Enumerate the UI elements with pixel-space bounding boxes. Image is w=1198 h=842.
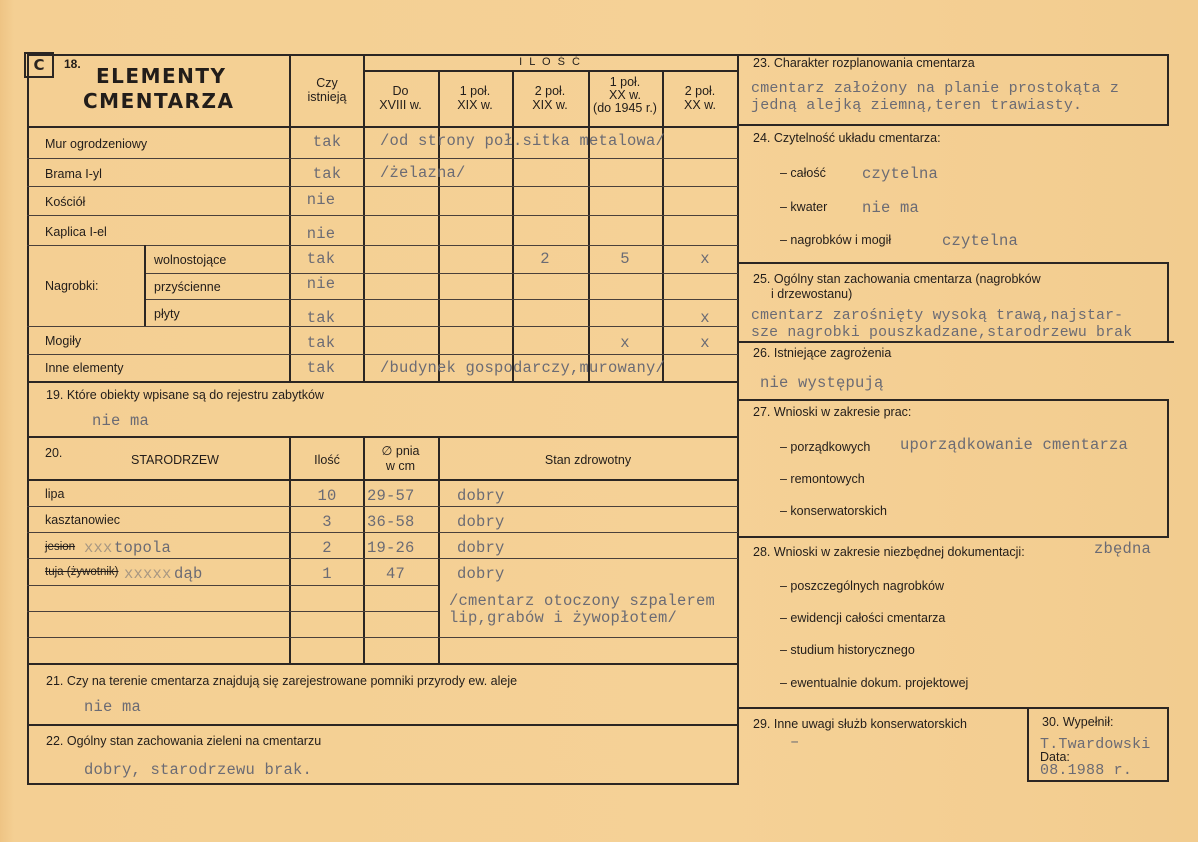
row-line bbox=[27, 245, 738, 246]
row-note: /od strony poł.sitka metalowa/ bbox=[380, 132, 666, 150]
header-period-2: 1 poł. XIX w. bbox=[457, 84, 493, 112]
q23-label: 23. Charakter rozplanowania cmentarza bbox=[753, 56, 975, 70]
q24-item-value: czytelna bbox=[862, 165, 939, 183]
tree-diam: 19-26 bbox=[367, 539, 415, 557]
q24-item-label: – nagrobków i mogił bbox=[780, 233, 892, 247]
q27-item-label: – konserwatorskich bbox=[780, 504, 887, 518]
col-line-p1 bbox=[438, 70, 440, 382]
row-exists: nie bbox=[306, 225, 336, 243]
row-line bbox=[27, 326, 738, 327]
tree-health: dobry bbox=[457, 513, 505, 531]
q28-item: – ewidencji całości cmentarza bbox=[780, 611, 946, 625]
tree-name-struck: jesion bbox=[45, 541, 76, 553]
q28-item: – ewentualnie dokum. projektowej bbox=[780, 676, 969, 690]
row-label: przyścienne bbox=[154, 280, 221, 294]
row-value: 5 bbox=[620, 250, 630, 268]
row-line bbox=[27, 215, 738, 216]
tree-name-overtype: xxxxx bbox=[124, 565, 172, 583]
row-note: /budynek gospodarczy,murowany/ bbox=[380, 359, 666, 377]
header-exists: Czy istnieją bbox=[307, 76, 347, 104]
q19-answer: nie ma bbox=[92, 412, 150, 430]
section-number-20: 20. bbox=[45, 446, 63, 460]
row-exists: nie bbox=[306, 191, 336, 209]
q30-name: T.Twardowski bbox=[1040, 736, 1151, 753]
row-exists: tak bbox=[306, 359, 336, 377]
row-note: /żelazna/ bbox=[380, 164, 466, 182]
trees-header-diam: ∅ pnia w cm bbox=[381, 444, 420, 473]
section-line-24 bbox=[737, 124, 1169, 126]
row-label: Kościół bbox=[45, 195, 86, 209]
q24-item-label: – całość bbox=[780, 166, 826, 180]
tree-header-line bbox=[27, 479, 738, 481]
q30-bottom-line bbox=[1027, 780, 1169, 782]
q19-label: 19. Które obiekty wpisane są do rejestru zabytków bbox=[46, 388, 324, 402]
q27-label: 27. Wnioski w zakresie prac: bbox=[753, 405, 912, 419]
tree-qty: 2 bbox=[322, 539, 332, 557]
tree-row-line bbox=[27, 637, 738, 638]
qty-header-line bbox=[363, 70, 738, 72]
right-edge-line bbox=[1167, 262, 1169, 342]
frame-left-line bbox=[27, 54, 29, 784]
q23-line-1: cmentarz założony na planie prostokąta z bbox=[751, 80, 1120, 97]
section-number-18: 18. bbox=[64, 57, 81, 71]
header-bottom-line bbox=[27, 126, 738, 128]
row-label: Inne elementy bbox=[45, 361, 124, 375]
row-line bbox=[27, 186, 738, 187]
q24-label: 24. Czytelność układu cmentarza: bbox=[753, 131, 941, 145]
right-edge-line bbox=[1167, 399, 1169, 537]
q21-answer: nie ma bbox=[84, 698, 142, 716]
row-exists: nie bbox=[306, 275, 336, 293]
tree-diam: 47 bbox=[386, 565, 406, 583]
q24-item-value: nie ma bbox=[862, 199, 920, 217]
title-line-1: ELEMENTY bbox=[96, 64, 227, 88]
tree-name-overtype: xxx bbox=[84, 539, 113, 557]
section-line-22 bbox=[27, 724, 738, 726]
row-exists: tak bbox=[312, 133, 342, 151]
section-line-20 bbox=[27, 436, 738, 438]
row-label: Brama I-yl bbox=[45, 167, 102, 181]
row-value: x bbox=[700, 334, 710, 352]
section-line-25 bbox=[737, 262, 1169, 264]
row-label: Mogiły bbox=[45, 334, 82, 348]
q30-label: 30. Wypełnił: bbox=[1042, 715, 1114, 729]
row-value: x bbox=[620, 334, 630, 352]
row-exists: tak bbox=[306, 334, 336, 352]
section-line-27 bbox=[737, 399, 1169, 401]
tree-name: kasztanowiec bbox=[45, 513, 121, 527]
trees-header-name: STARODRZEW bbox=[131, 453, 219, 467]
q26-label: 26. Istniejące zagrożenia bbox=[753, 346, 892, 360]
header-quantity: I L O Ś Ć bbox=[519, 56, 582, 68]
col-line-p2 bbox=[512, 70, 514, 382]
right-edge-line bbox=[1167, 54, 1169, 126]
q29-label: 29. Inne uwagi służb konserwatorskich bbox=[753, 717, 968, 731]
q28-answer: zbędna bbox=[1094, 540, 1152, 558]
tree-row-line bbox=[27, 558, 738, 559]
tree-row-line bbox=[27, 532, 738, 533]
q27-item-value: uporządkowanie cmentarza bbox=[900, 436, 1129, 454]
row-value: x bbox=[700, 250, 710, 268]
frame-bottom-left-line bbox=[27, 783, 739, 785]
q22-label: 22. Ogólny stan zachowania zieleni na cmentarzu bbox=[46, 734, 322, 748]
q28-item: – studium historycznego bbox=[780, 643, 915, 657]
tree-health: dobry bbox=[457, 565, 505, 583]
header-period-4: 1 poł. XX w. (do 1945 r.) bbox=[593, 75, 657, 115]
section-line-19 bbox=[27, 381, 738, 383]
q24-item-label: – kwater bbox=[780, 200, 828, 214]
row-label: wolnostojące bbox=[154, 253, 227, 267]
row-line bbox=[27, 354, 738, 355]
q25-line-2: sze nagrobki pouszkadzane,starodrzewu brak bbox=[751, 325, 1133, 341]
title-line-2: CMENTARZA bbox=[83, 89, 235, 113]
header-period-5: 2 poł. XX w. bbox=[684, 84, 716, 112]
row-exists: tak bbox=[306, 309, 336, 327]
tree-health: dobry bbox=[457, 539, 505, 557]
q28-label: 28. Wnioski w zakresie niezbędnej dokumentacji: bbox=[753, 545, 1025, 559]
tree-name-struck: tuja (żywotnik) bbox=[45, 566, 119, 578]
section-line-28 bbox=[737, 536, 1169, 538]
row-value: 2 bbox=[540, 250, 550, 268]
section-line-29 bbox=[737, 707, 1169, 709]
q22-answer: dobry, starodrzewu brak. bbox=[84, 761, 313, 779]
q30-date: 08.1988 r. bbox=[1040, 762, 1133, 779]
tree-diam: 36-58 bbox=[367, 513, 415, 531]
q30-divider bbox=[1027, 707, 1029, 781]
q28-item: – poszczególnych nagrobków bbox=[780, 579, 944, 593]
tree-name-typed: dąb bbox=[174, 565, 203, 583]
q29-answer: – bbox=[790, 733, 800, 751]
q26-answer: nie występują bbox=[760, 374, 884, 392]
header-period-3: 2 poł. XIX w. bbox=[532, 84, 568, 112]
tree-row-line bbox=[27, 611, 438, 612]
q24-item-value: czytelna bbox=[942, 232, 1019, 250]
q27-item-label: – porządkowych bbox=[780, 440, 871, 454]
trees-header-health: Stan zdrowotny bbox=[544, 453, 632, 467]
row-line bbox=[27, 158, 738, 159]
card-category-box: C bbox=[24, 52, 54, 78]
section-line-21 bbox=[27, 663, 738, 665]
row-label: Kaplica I-el bbox=[45, 225, 107, 239]
tree-row-line bbox=[27, 585, 438, 586]
row-label: płyty bbox=[154, 307, 180, 321]
q25-line-1: cmentarz zarośnięty wysoką trawą,najstar- bbox=[751, 308, 1124, 324]
tree-name-typed: topola bbox=[114, 539, 172, 557]
frame-middle-divider bbox=[737, 54, 739, 784]
q25-label-line-1: 25. Ogólny stan zachowania cmentarza (nagrobków bbox=[753, 272, 1041, 286]
nagrobki-group-label: Nagrobki: bbox=[45, 279, 99, 293]
row-exists: tak bbox=[306, 250, 336, 268]
tree-health: dobry bbox=[457, 487, 505, 505]
row-line bbox=[145, 299, 738, 300]
trees-note-line-2: lip,grabów i żywopłotem/ bbox=[449, 609, 678, 627]
trees-header-qty: Ilość bbox=[314, 453, 340, 467]
tree-name: lipa bbox=[45, 487, 65, 501]
tree-qty: 10 bbox=[317, 487, 337, 505]
row-value: x bbox=[700, 309, 710, 327]
q30-date-label: Data: bbox=[1040, 750, 1070, 764]
tree-row-line bbox=[27, 506, 738, 507]
group-divider bbox=[144, 245, 146, 327]
tree-diam: 29-57 bbox=[367, 487, 415, 505]
q27-item-label: – remontowych bbox=[780, 472, 865, 486]
tree-qty: 1 bbox=[322, 565, 332, 583]
row-label: Mur ogrodzeniowy bbox=[45, 137, 148, 151]
q23-line-2: jedną alejką ziemną,teren trawiasty. bbox=[751, 97, 1083, 114]
tree-qty: 3 bbox=[322, 513, 332, 531]
trees-note-line-1: /cmentarz otoczony szpalerem bbox=[449, 592, 716, 610]
row-line bbox=[145, 273, 738, 274]
tree-col-line-health bbox=[438, 436, 440, 664]
right-edge-line bbox=[1167, 707, 1169, 781]
q25-label-line-2: i drzewostanu) bbox=[771, 287, 853, 301]
row-exists: tak bbox=[312, 165, 342, 183]
q21-label: 21. Czy na terenie cmentarza znajdują się zarejestrowane pomniki przyrody ew. aleje bbox=[46, 674, 518, 688]
header-period-1: Do XVIII w. bbox=[379, 84, 422, 112]
